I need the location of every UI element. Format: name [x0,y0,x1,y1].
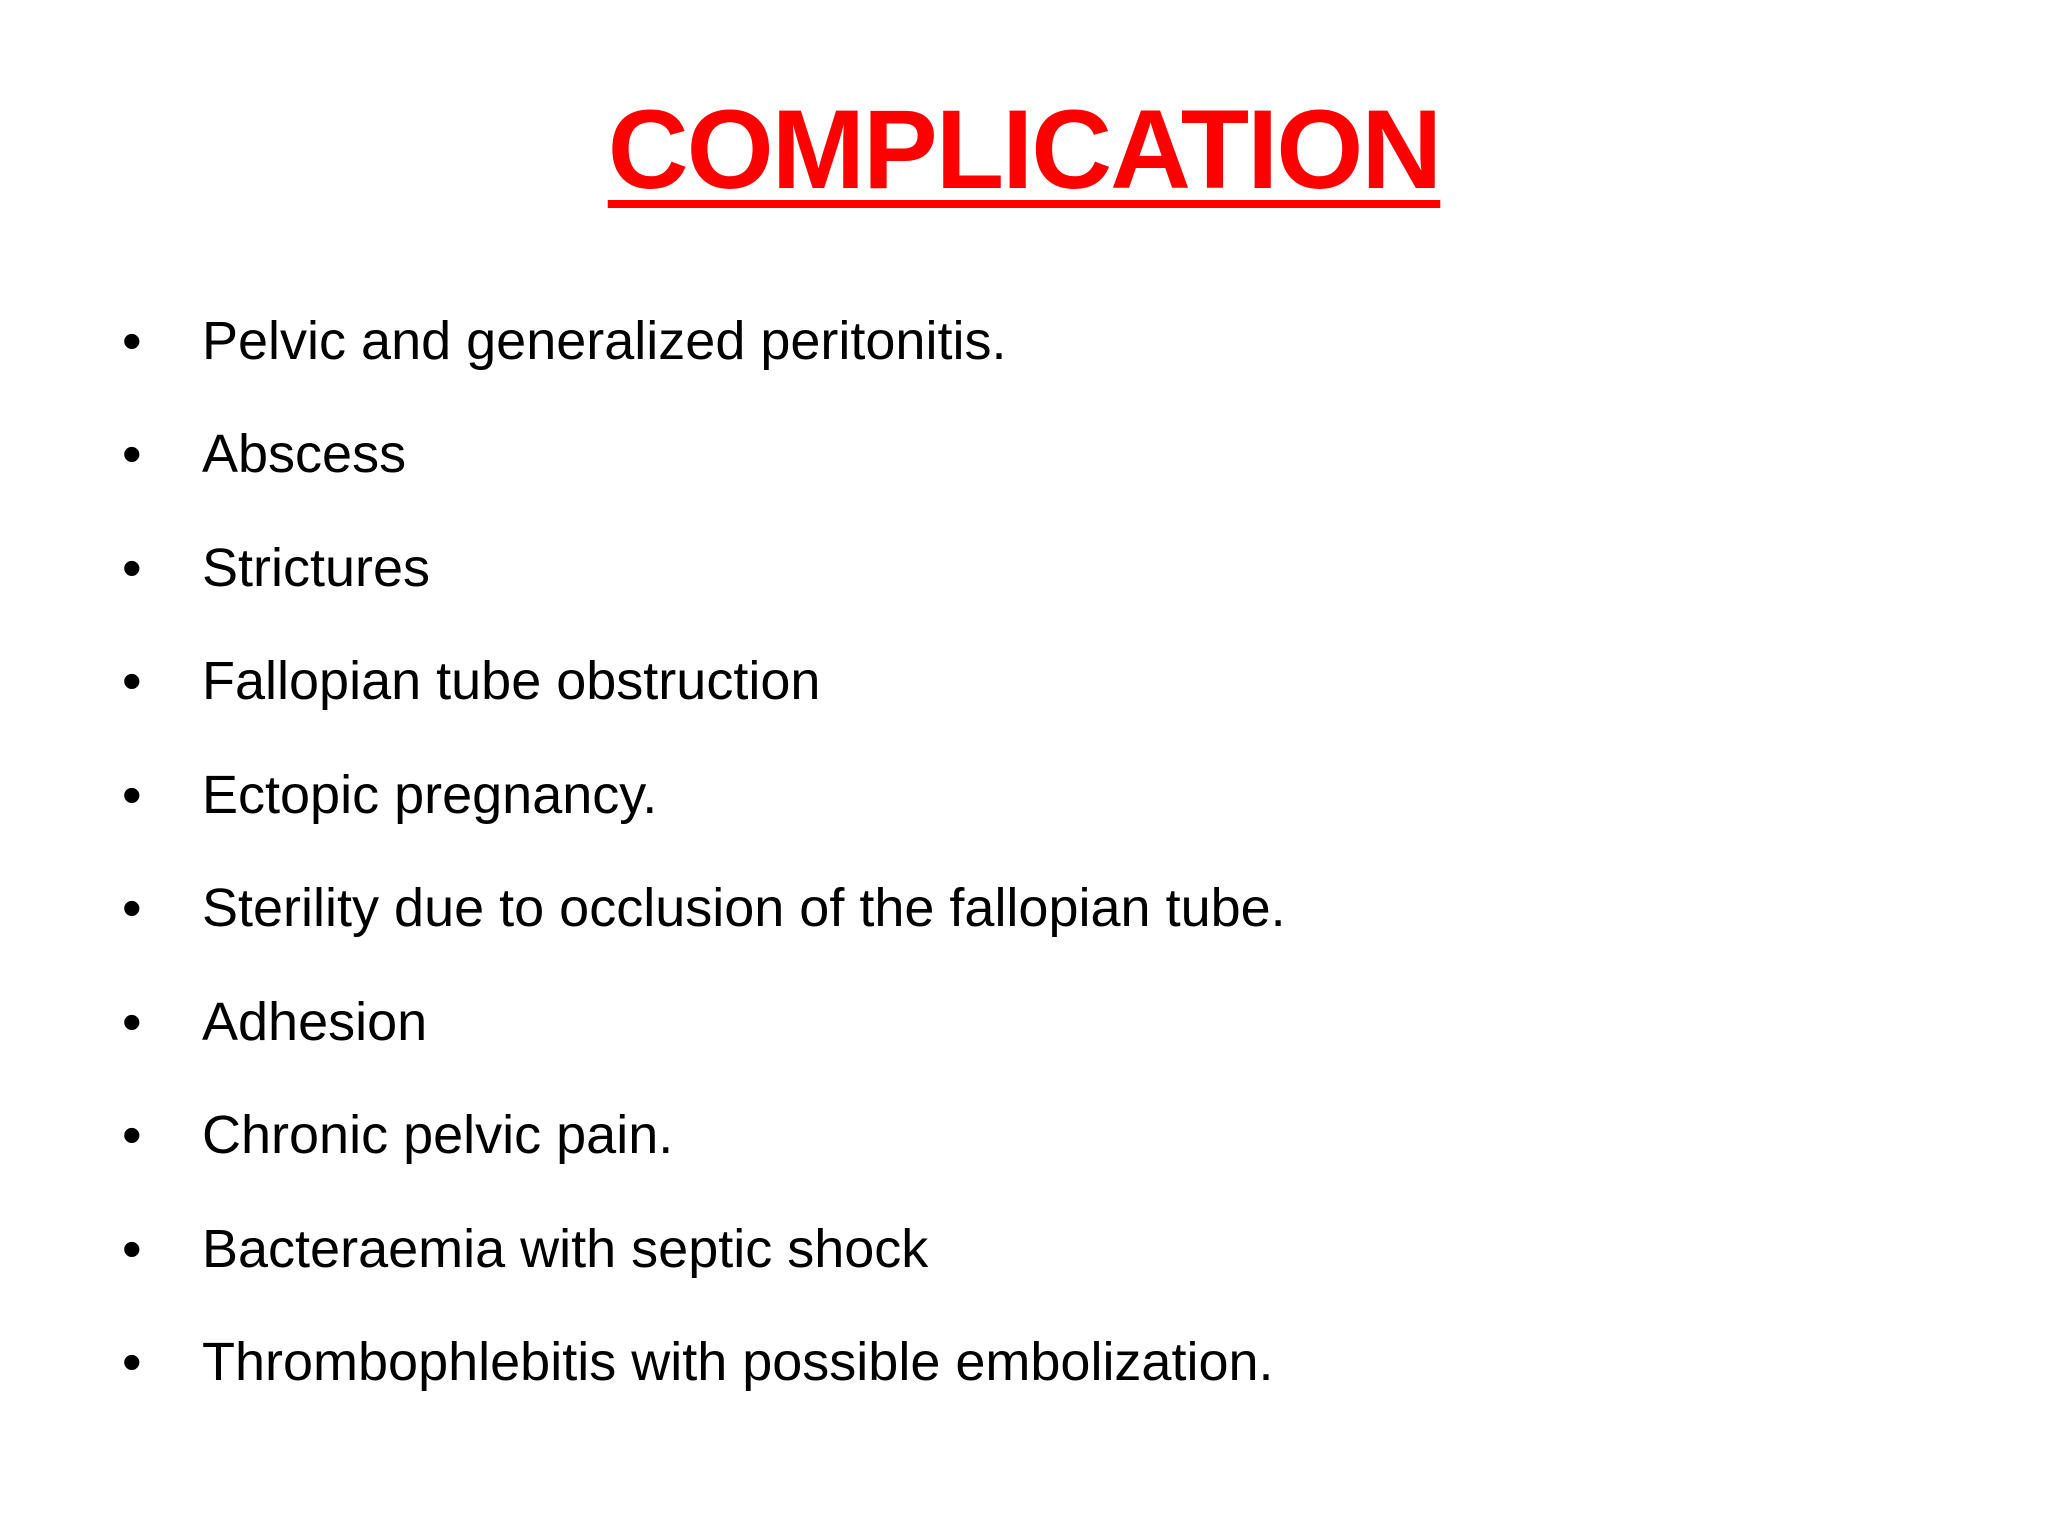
bullet-icon: • [122,989,142,1053]
list-item [122,738,1922,852]
bullet-icon: • [122,1216,142,1280]
list-item [122,1079,1922,1193]
list-item [122,511,1922,625]
list-item [122,965,1922,1079]
list-item-text: Strictures [202,537,431,598]
list-item [122,625,1922,739]
list-item [122,1192,1922,1306]
list-item-text: Thrombophlebitis with possible embolization. [202,1332,1274,1393]
list-item [122,284,1922,398]
bullet-list [122,284,1922,1419]
list-item-text: Sterility due to occlusion of the fallopian tube. [202,878,1286,939]
list-item-text: Chronic pelvic pain. [202,1105,674,1166]
list-item [122,398,1922,512]
list-item-text: Fallopian tube obstruction [202,651,821,712]
slide-title: COMPLICATION [607,87,1441,212]
bullet-icon: • [122,876,142,940]
list-item-text: Pelvic and generalized peritonitis. [202,310,1007,371]
list-item-text: Bacteraemia with septic shock [202,1218,929,1279]
bullet-icon: • [122,535,142,599]
bullet-icon: • [122,649,142,713]
list-item [122,852,1922,966]
list-item-text: Abscess [202,424,407,485]
list-item [122,1306,1922,1420]
bullet-icon: • [122,422,142,486]
bullet-icon: • [122,308,142,372]
list-item-text: Ectopic pregnancy. [202,764,658,825]
bullet-icon: • [122,762,142,826]
list-item-text: Adhesion [202,991,428,1052]
bullet-icon: • [122,1103,142,1167]
bullet-icon: • [122,1330,142,1394]
